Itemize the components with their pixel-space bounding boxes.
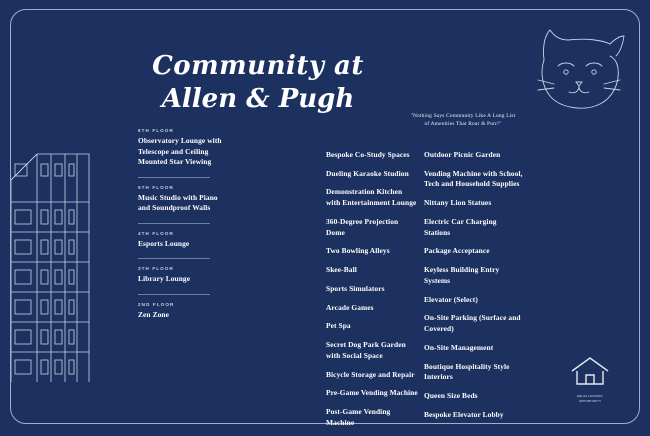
- divider: [138, 223, 210, 224]
- equal-housing-opportunity-logo: [568, 353, 612, 401]
- floor-label: 3TH FLOOR: [138, 266, 174, 272]
- amenities-column-1: [326, 150, 418, 436]
- amenity-item: Post-Game Vending Machine: [326, 407, 391, 427]
- floor-label: 2ND FLOOR: [138, 301, 175, 307]
- floor-name: Esports Lounge: [138, 238, 190, 248]
- amenity-item: Electric Car Charging Stations: [424, 216, 497, 237]
- building-illustration: [11, 120, 133, 385]
- divider: [138, 258, 210, 259]
- amenity-item: Skee-Ball: [326, 265, 357, 275]
- amenity-item: Vending Machine with School, Tech and Household Supplies: [424, 168, 523, 189]
- floor-label: 5TH FLOOR: [138, 184, 174, 190]
- amenity-item: Elevator (Select): [424, 294, 478, 304]
- amenity-item: Package Acceptance: [424, 246, 490, 256]
- amenity-item: On-Site Parking (Surface and Covered): [424, 313, 521, 334]
- amenity-item: Bespoke Co-Study Spaces: [326, 150, 410, 159]
- title-line-1: Community at: [152, 51, 364, 81]
- floor-name: Music Studio with Piano and Soundproof Walls: [138, 192, 218, 213]
- amenity-item: Keyless Building Entry Systems: [424, 265, 500, 285]
- floor-entry: [138, 302, 230, 321]
- amenity-item: Nittany Lion Statues: [424, 198, 492, 208]
- amenity-item: On-Site Management: [424, 342, 494, 352]
- amenity-item: Dueling Karaoke Studion: [326, 168, 409, 178]
- amenity-item: Demonstration Kitchen with Entertainment Lounge: [326, 187, 417, 208]
- cat-line-art-icon: [524, 26, 628, 118]
- floor-label: 4TH FLOOR: [138, 230, 174, 236]
- floor-entry: [138, 185, 230, 214]
- amenity-item: Pre-Game Vending Machine: [326, 388, 418, 398]
- floor-label: 6TH FLOOR: [138, 128, 174, 133]
- amenity-item: Pet Spa: [326, 321, 351, 331]
- floor-name: Observatory Lounge with Telescope and Ceiling Mounted Star Viewing: [138, 136, 222, 167]
- amenity-item: 360-Degree Projection Dome: [326, 216, 399, 237]
- amenity-item: Two Bowling Alleys: [326, 246, 390, 256]
- divider: [138, 177, 210, 178]
- poster-title: [118, 52, 398, 114]
- amenity-item: Outdoor Picnic Garden: [424, 150, 501, 159]
- amenity-item: Bicycle Storage and Repair: [326, 369, 415, 379]
- floor-directory: [138, 128, 230, 329]
- amenity-item: Arcade Games: [326, 302, 374, 312]
- house-icon: [568, 353, 612, 389]
- floor-entry: [138, 266, 230, 285]
- floor-name: Library Lounge: [138, 274, 191, 284]
- divider: [138, 294, 210, 295]
- title-line-2: Allen & Pugh: [161, 83, 355, 114]
- amenity-item: Boutique Hospitality Style Interiors: [424, 361, 510, 382]
- amenity-item: Secret Dog Park Garden with Social Space: [326, 340, 406, 360]
- amenities-column-2: [424, 150, 524, 428]
- amenity-item: Bespoke Elevator Lobby: [424, 409, 504, 419]
- amenity-item: Queen Size Beds: [424, 391, 478, 401]
- floor-name: Zen Zone: [138, 309, 169, 319]
- logo-line-1: EQUAL HOUSING: [577, 394, 603, 398]
- tagline-text: "Nothing Says Community Like A Long List of Amenities That Roar & Purr!": [410, 113, 516, 128]
- amenity-item: Sports Simulators: [326, 283, 385, 293]
- floor-entry: [138, 128, 230, 168]
- floor-entry: [138, 231, 230, 250]
- logo-line-2: OPPORTUNITY: [578, 398, 602, 403]
